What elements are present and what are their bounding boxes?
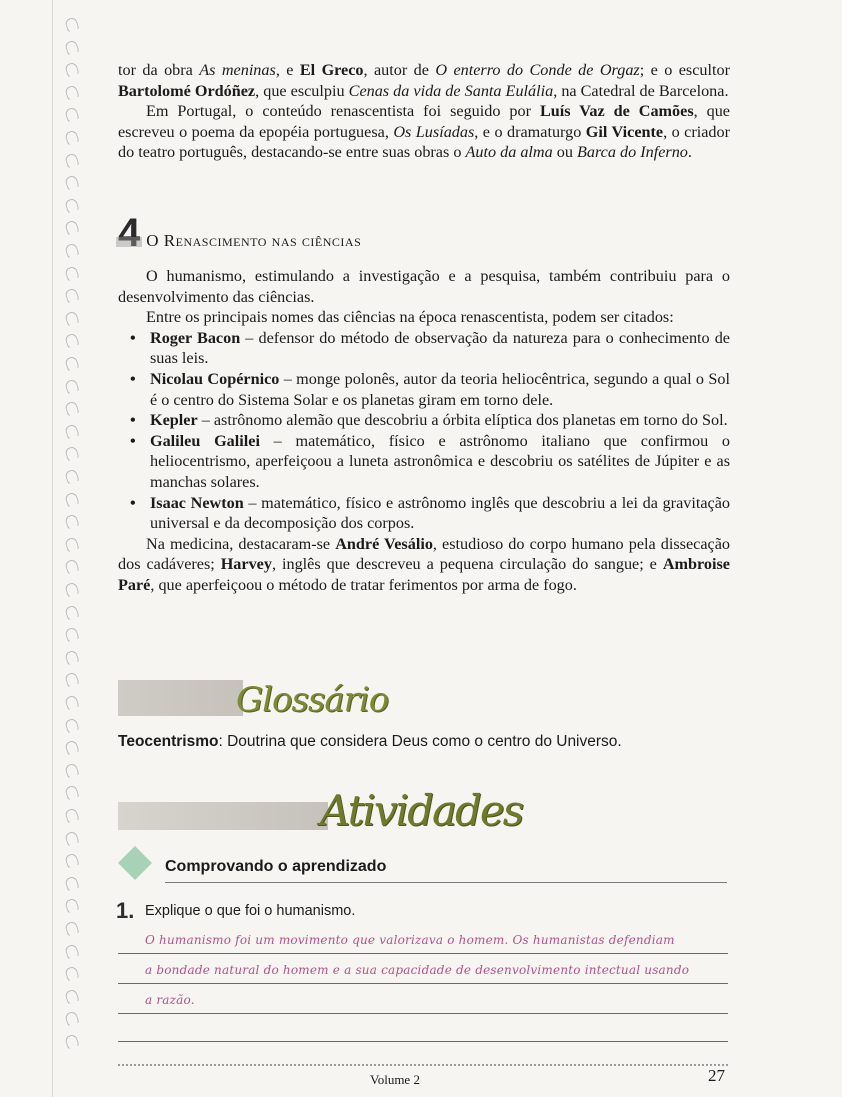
binding-ring [64, 627, 80, 644]
section-title: O Renascimento nas ciências [146, 231, 362, 250]
binding-ring [64, 514, 80, 531]
question-number: 1. [116, 898, 135, 923]
binding-ring [64, 762, 80, 779]
paragraph: O humanismo, estimulando a investigação e a pesquisa, também contribuiu para o desenvolvimento das ciências. [118, 267, 730, 306]
binding-ring [64, 943, 80, 960]
binding-ring [64, 559, 80, 576]
binding-edge [52, 0, 53, 1097]
binding-ring [64, 536, 80, 553]
spiral-binding [58, 18, 88, 1078]
answer-rule [118, 953, 728, 954]
binding-ring [64, 717, 80, 734]
divider [165, 882, 727, 883]
binding-ring [64, 446, 80, 463]
binding-ring [64, 875, 80, 892]
binding-ring [64, 785, 80, 802]
answer-rule [118, 1013, 728, 1014]
binding-ring [64, 152, 80, 169]
section-heading [118, 213, 361, 253]
footer-volume: Volume 2 [370, 1072, 420, 1087]
binding-ring [64, 242, 80, 259]
binding-ring [64, 333, 80, 350]
binding-ring [64, 16, 80, 33]
activities-banner [118, 802, 328, 830]
binding-ring [64, 898, 80, 915]
binding-ring [64, 468, 80, 485]
list-item: • Roger Bacon – defensor do método de observação da natureza para o conhecimento de suas leis. [118, 328, 730, 369]
binding-ring [64, 355, 80, 372]
glossary-banner [118, 680, 243, 716]
binding-ring [64, 853, 80, 870]
diamond-icon [118, 846, 152, 880]
binding-ring [64, 672, 80, 689]
binding-ring [64, 604, 80, 621]
answer-rule [118, 1041, 728, 1042]
binding-ring [64, 265, 80, 282]
list-item: • Nicolau Copérnico – monge polonês, autor da teoria heliocêntrica, segundo a qual o Sol é o centro do Sistema Solar e os planetas giram em torno dele. [118, 369, 730, 410]
list-item: • Galileu Galilei – matemático, físico e astrônomo italiano que confirmou o heliocentrismo, aperfeiçoou a luneta astronômica e descobriu os satélites de Júpiter e as manchas solares. [118, 431, 730, 493]
answer-line-text: a bondade natural do homem e a sua capacidade de desenvolvimento intectual usando [145, 963, 690, 977]
binding-ring [64, 740, 80, 757]
binding-ring [64, 107, 80, 124]
binding-ring [64, 491, 80, 508]
binding-ring [64, 581, 80, 598]
binding-ring [64, 175, 80, 192]
intro-text: tor da obra As meninas, e El Greco, autor de O enterro do Conde de Orgaz; e o escultor Bartolomé Ordóñez, que esculpiu Cenas da vida de Santa Eulália, na Catedral de Barcelona. Em Portugal, o conteúdo renascentista foi seguido por Luís Vaz de Camões, que escreveu o poema da epopéia portuguesa, Os Lusíadas, e o dramaturgo Gil Vicente, o criador do teatro português, destacando-se entre suas obras o Auto da alma ou Barca do Inferno. [118, 61, 731, 162]
glossary-title: Glossário [236, 680, 389, 720]
binding-ring [64, 84, 80, 101]
binding-ring [64, 649, 80, 666]
list-item: • Kepler – astrônomo alemão que descobriu a órbita elíptica dos planetas em torno do Sol. [118, 410, 730, 431]
binding-ring [64, 830, 80, 847]
activities-title: Atividades [320, 786, 523, 835]
page-edge [842, 0, 850, 1097]
paragraph: Entre os principais nomes das ciências na época renascentista, podem ser citados: [146, 308, 674, 327]
question-text: Explique o que foi o humanismo. [145, 903, 356, 919]
binding-ring [64, 288, 80, 305]
section-number: 4 [118, 211, 141, 255]
binding-ring [64, 197, 80, 214]
paragraph: Na medicina, destacaram-se André Vesálio, estudioso do corpo humano pela dissecação dos cadáveres; Harvey, inglês que descreveu a pequena circulação do sangue; e Ambroise Paré, que aperfeiçoou o método de tratar ferimentos por arma de fogo. [118, 534, 730, 594]
binding-ring [64, 423, 80, 440]
binding-ring [64, 1033, 80, 1050]
answer-line-text: O humanismo foi um movimento que valorizava o homem. Os humanistas defendiam [145, 933, 675, 947]
binding-ring [64, 39, 80, 56]
binding-ring [64, 694, 80, 711]
footer-dotted-rule [118, 1064, 728, 1066]
answer-rule [118, 983, 728, 984]
answer-line-text: a razão. [145, 993, 195, 1007]
binding-ring [64, 62, 80, 79]
page-number: 27 [708, 1066, 725, 1085]
binding-ring [64, 920, 80, 937]
binding-ring [64, 129, 80, 146]
section-body [118, 266, 730, 596]
binding-ring [64, 401, 80, 418]
binding-ring [64, 310, 80, 327]
binding-ring [64, 220, 80, 237]
binding-ring [64, 1011, 80, 1028]
binding-ring [64, 988, 80, 1005]
glossary-definition: Teocentrismo: Doutrina que considera Deus como o centro do Universo. [118, 733, 622, 750]
binding-ring [64, 966, 80, 983]
list-item: • Isaac Newton – matemático, físico e astrônomo inglês que descobriu a lei da gravitação universal e da decomposição dos corpos. [118, 493, 730, 534]
scientists-list [118, 328, 730, 534]
binding-ring [64, 807, 80, 824]
activities-subtitle: Comprovando o aprendizado [165, 858, 387, 875]
binding-ring [64, 378, 80, 395]
